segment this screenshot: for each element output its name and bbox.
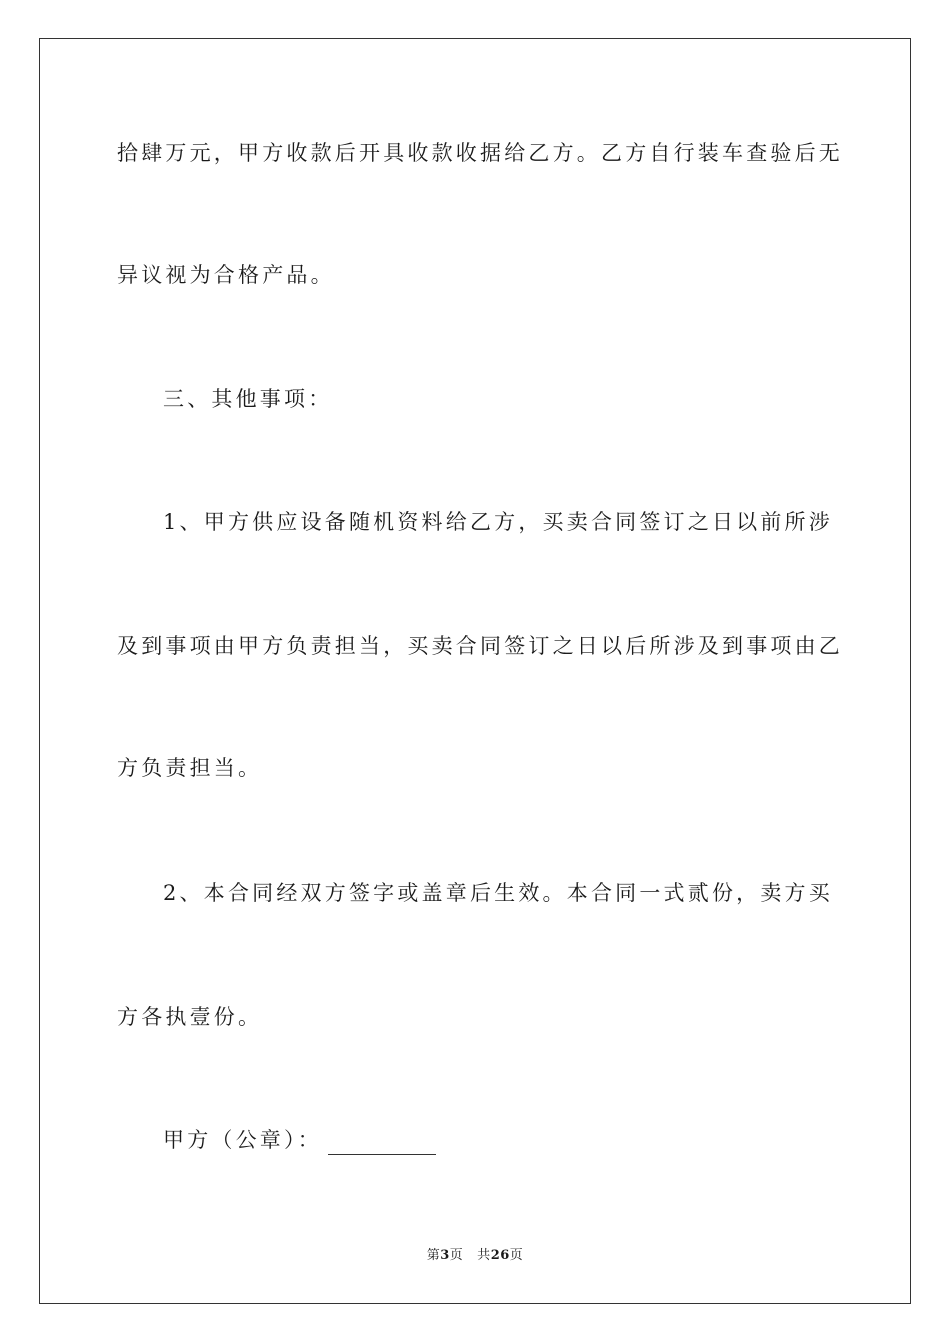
page-total: 26: [490, 1248, 510, 1263]
body-line-2: 异议视为合格产品。: [117, 263, 335, 287]
signature-line: [163, 1125, 883, 1155]
clause-1-line-1: 1、甲方供应设备随机资料给乙方，买卖合同签订之日以前所涉: [163, 510, 833, 534]
page-suffix: 页: [449, 1248, 464, 1263]
clause-2-line-1: 2、本合同经双方签字或盖章后生效。本合同一式贰份，卖方买: [163, 881, 833, 905]
page-prefix: 第: [426, 1248, 441, 1263]
clause-2-line-2: 方各执壹份。: [117, 1005, 263, 1029]
clause-1-line-2: 及到事项由甲方负责担当，买卖合同签订之日以后所涉及到事项由乙: [117, 634, 843, 658]
page-footer: [0, 1244, 950, 1263]
total-suffix: 页: [509, 1248, 524, 1263]
body-line-1: 拾肆万元，甲方收款后开具收款收据给乙方。乙方自行装车查验后无: [117, 141, 843, 165]
page-current: 3: [440, 1248, 450, 1263]
clause-1-line-3: 方负责担当。: [117, 756, 263, 780]
section-heading: 三、其他事项：: [163, 387, 333, 411]
total-prefix: 共: [477, 1248, 491, 1263]
signature-blank[interactable]: [328, 1134, 436, 1155]
page-border: [39, 38, 911, 1304]
signature-label: 甲方（公章）：: [163, 1128, 322, 1152]
